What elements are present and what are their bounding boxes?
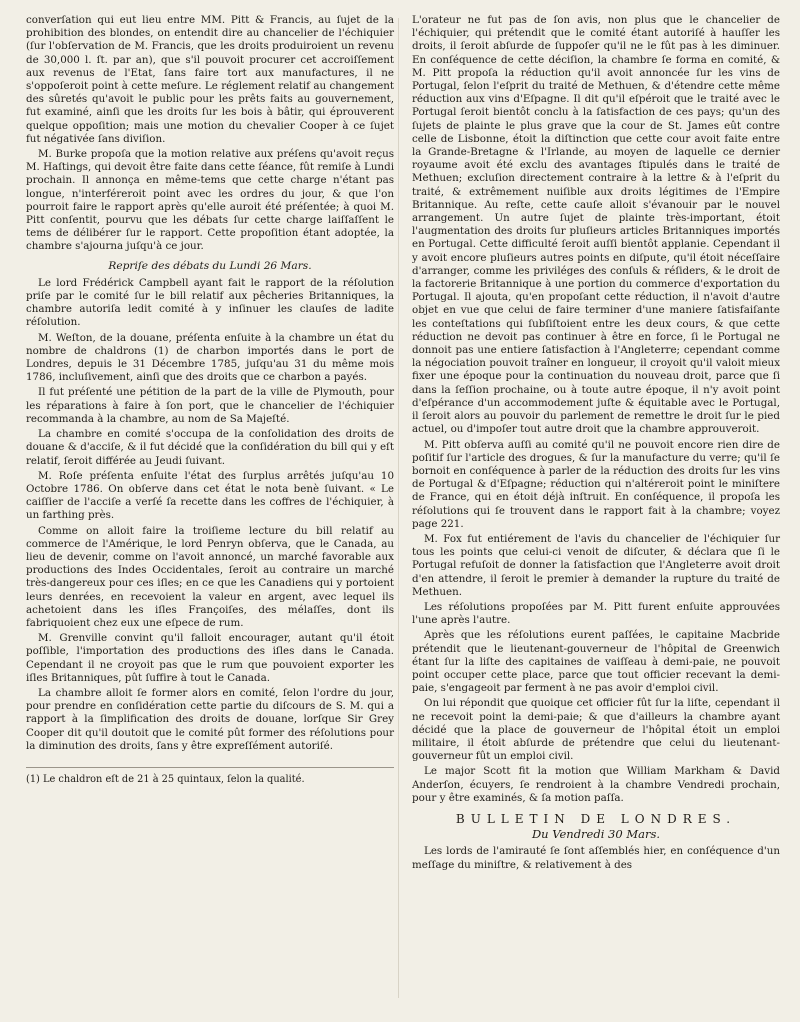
section-heading: Repriſe des débats du Lundi 26 Mars. bbox=[108, 259, 312, 272]
left-paragraph: M. Burke propoſa que la motion relative aux préſens qu'avoit reçus M. Haſtings, qui devoit être faite dans cette ſéance, fût remiſe à Lundi prochain. Il annonça en même-tems que cette charge n'étant pas longue, n'interféreroit point avec les ordres du jour, & que l'on pourroit faire le rapport après qu'elle auroit été préſentée; à quoi M. Pitt conſentit, pourvu que les débats ſur cette charge laiſſaſſent le tems de délibérer ſur le rapport. Cette propoſition étant adoptée, la chambre s'ajourna juſqu'à ce jour. bbox=[26, 148, 394, 253]
left-column bbox=[26, 14, 394, 1014]
bulletin-title: BULLETIN DE LONDRES. bbox=[455, 811, 737, 826]
left-paragraph: Il fut préſenté une pétition de la part de la ville de Plymouth, pour les réparations à faire à ſon port, que le chancelier de l'échiquier recommanda à la chambre, au nom de Sa Majeſté. bbox=[26, 386, 394, 425]
left-paragraph: Comme on alloit faire la troiſieme lecture du bill relatif au commerce de l'Amérique, le lord Penryn obſerva, que le Canada, au lieu de devenir, comme on l'avoit annoncé, un marché favorable aux productions des Indes Occidentales, ſeroit au contraire un marché très-dangereux pour ces iſles; en ce que les Canadiens qui y portoient leurs denrées, en recevoient la valeur en argent, avec lequel ils achetoient dans les iſles Françoiſes, des mélaſſes, dont ils fabriquoient chez eux une eſpece de rum. bbox=[26, 524, 394, 629]
left-paragraph: La chambre alloit ſe former alors en comité, ſelon l'ordre du jour, pour prendre en conſidération cette partie du diſcours de S. M. qui a rapport à la ſimplification des droits de douane, lorſque Sir Grey Cooper dit qu'il doutoit que le comité pût former des réſolutions pour la diminution des droits, ſans y être expreſſément autoriſé. bbox=[26, 686, 394, 752]
bulletin-date: Du Vendredi 30 Mars. bbox=[531, 827, 661, 842]
left-paragraph: converſation qui eut lieu entre MM. Pitt & Francis, au ſujet de la prohibition des blondes, on entendit dire au chancelier de l'échiquier (ſur l'obſervation de M. Francis, que les droits produiroient un revenu de 30,000 l. ſt. par an), que s'il pouvoit procurer cet accroiſſement aux revenus de l'Etat, ſans faire tort aux manufactures, il ne s'oppoſeroit point à cette meſure. Le réglement relatif au changement des sûretés qu'avoit le public pour les prêts faits au gouvernement, fut examiné, ainſi que les droits ſur les bois à bâtir, qui éprouverent quelque oppoſition; mais une motion du chevalier Cooper à ce ſujet fut négativée ſans diviſion. bbox=[26, 14, 394, 145]
left-paragraph: La chambre en comité s'occupa de la conſolidation des droits de douane & d'acciſe, & il fut décidé que la conſidération du bill qui y eſt relatif, ſeroit différée au Jeudi ſuivant. bbox=[26, 428, 394, 467]
left-paragraph: Le lord Frédérick Campbell ayant fait le rapport de la réſolution priſe par le comité ſur le bill relatif aux pêcheries Britanniques, la chambre autoriſa ledit comité à y inſinuer les clauſes de ladite réſolution. bbox=[26, 276, 394, 329]
right-column bbox=[412, 14, 780, 1014]
right-paragraph: Après que les réſolutions eurent paſſées, le capitaine Macbride prétendit que le lieutenant-gouverneur de l'hôpital de Greenwich étant ſur la liſte des capitaines de vaiſſeau à demi-paie, ne pouvoit point occuper cette place, parce que tout officier recevant la demi-paie, s'engageoit par ferment à ne pas avoir d'emploi civil. bbox=[412, 629, 780, 695]
left-paragraph: M. Roſe préſenta enſuite l'état des ſurplus arrêtés juſqu'au 10 Octobre 1786. On obſerve dans cet état le nota benè ſuivant. « Le caiſſier de l'acciſe a verſé ſa recette dans les coffres de l'échiquier, à un farthing près. bbox=[26, 469, 394, 522]
left-paragraph: M. Weſton, de la douane, préſenta enſuite à la chambre un état du nombre de chaldrons (1) de charbon importés dans le port de Londres, depuis le 31 Décembre 1785, juſqu'au 31 du même mois 1786, incluſivement, ainſi que des droits que ce charbon a payés. bbox=[26, 331, 394, 384]
right-paragraph: Le major Scott fit la motion que William Markham & David Anderſon, écuyers, ſe rendroient à la chambre Vendredi prochain, pour y être examinés, & ſa motion paſſa. bbox=[412, 765, 780, 804]
right-paragraph: On lui répondit que quoique cet officier fût ſur la liſte, cependant il ne recevoit point la demi-paie; & que d'ailleurs la chambre ayant décidé que la place de gouverneur de l'hôpital étoit un emploi militaire, il étoit abſurde de prétendre que celui du lieutenant-gouverneur fût un emploi civil. bbox=[412, 697, 780, 763]
footnote: (1) Le chaldron eſt de 21 à 25 quintaux, ſelon la qualité. bbox=[26, 767, 394, 786]
right-paragraph: Les réſolutions propoſées par M. Pitt furent enſuite approuvées l'une après l'autre. bbox=[412, 600, 780, 627]
right-paragraph: M. Pitt obſerva auſſi au comité qu'il ne pouvoit encore rien dire de poſitif ſur l'article des drogues, & ſur la manufacture du verre; qu'il ſe bornoit en conſéquence à parler de la réduction des droits ſur les vins de Portugal & d'Eſpagne; réduction qui n'altéreroit point le miniſtere de France, qui en étoit déjà inſtruit. En conſéquence, il propoſa les réſolutions qui ſe trouvent dans le rapport fait à la chambre; voyez page 221. bbox=[412, 438, 780, 530]
right-paragraph: M. Fox fut entiérement de l'avis du chancelier de l'échiquier ſur tous les points que celui-ci venoit de diſcuter, & déclara que ſi le Portugal refuſoit de donner la ſatisfaction que l'Angleterre avoit droit d'en attendre, il ſeroit le premier à demander la rupture du traité de Methuen. bbox=[412, 532, 780, 598]
right-paragraph: Les lords de l'amirauté ſe ſont aſſemblés hier, en conſéquence d'un meſſage du miniſtre, & relativement à des bbox=[412, 845, 780, 871]
left-paragraph: M. Grenville convint qu'il falloit encourager, autant qu'il étoit poſſible, l'importation des productions des iſles dans le Canada. Cependant il ne croyoit pas que le rum que pouvoient exporter les iſles Britanniques, pût ſuffire à tout le Canada. bbox=[26, 632, 394, 684]
text-columns bbox=[26, 14, 780, 1014]
column-divider bbox=[398, 18, 399, 998]
right-paragraph: L'orateur ne fut pas de ſon avis, non plus que le chancelier de l'échiquier, qui prétendit que le comité étant autoriſé à hauſſer les droits, il ſeroit abſurde de ſuppoſer qu'il ne le fût pas à les diminuer. En conſéquence de cette déciſion, la chambre ſe forma en comité, & M. Pitt propoſa la réduction qu'il avoit annoncée ſur les vins de Portugal, ſelon l'eſprit du traité de Methuen, & d'étendre cette même réduction aux vins d'Eſpagne. Il dit qu'il eſpéroit que le traité avec le Portugal ſeroit bientôt conclu à la ſatisfaction de ces pays; qu'un des ſujets de plainte le plus grave que la cour de St. James eût contre celle de Lisbonne, étoit la diſtinction que cette cour avoit faite entre la Grande-Bretagne & l'Irlande, au moyen de laquelle ce dernier royaume avoit été exclu des avantages ſtipulés dans le traité de Methuen; excluſion directement contraire à la lettre & à l'eſprit du traité, & extrêmement nuiſible aux droits légitimes de l'Empire Britannique. Au reſte, cette cauſe alloit s'évanouir par le nouvel arrangement. Un autre ſujet de plainte très-important, étoit l'augmentation des droits ſur pluſieurs articles Britanniques importés en Portugal. Cette difficulté ſeroit auſſi bientôt applanie. Cependant il y avoit encore pluſieurs autres points en diſpute, qu'il étoit néceſſaire d'arranger, comme les priviléges des conſuls & réſiders, & le droit de la factorerie Britannique à une portion du commerce d'exportation du Portugal. Il ajouta, qu'en propoſant cette réduction, il n'avoit d'autre objet en vue que celui de faire terminer d'une maniere ſatisfaiſante les conteſtations qui ſubſiſtoient entre les deux cours, & que cette réduction ne devoit pas continuer à être en force, ſi le Portugal ne donnoit pas une entiere ſatisfaction à l'Angleterre; cependant comme la négociation pouvoit traîner en longueur, il croyoit qu'il valoit mieux fixer une époque pour la continuation du nouveau droit, parce que ſi dans la ſeſſion prochaine, ou à toute autre époque, il n'y avoit point d'eſpérance d'un accommodement juſte & équitable avec le Portugal, il ſeroit alors au pouvoir du parlement de remettre le droit ſur le pied actuel, ou d'impoſer tout autre droit que la chambre approuveroit. bbox=[412, 14, 780, 436]
